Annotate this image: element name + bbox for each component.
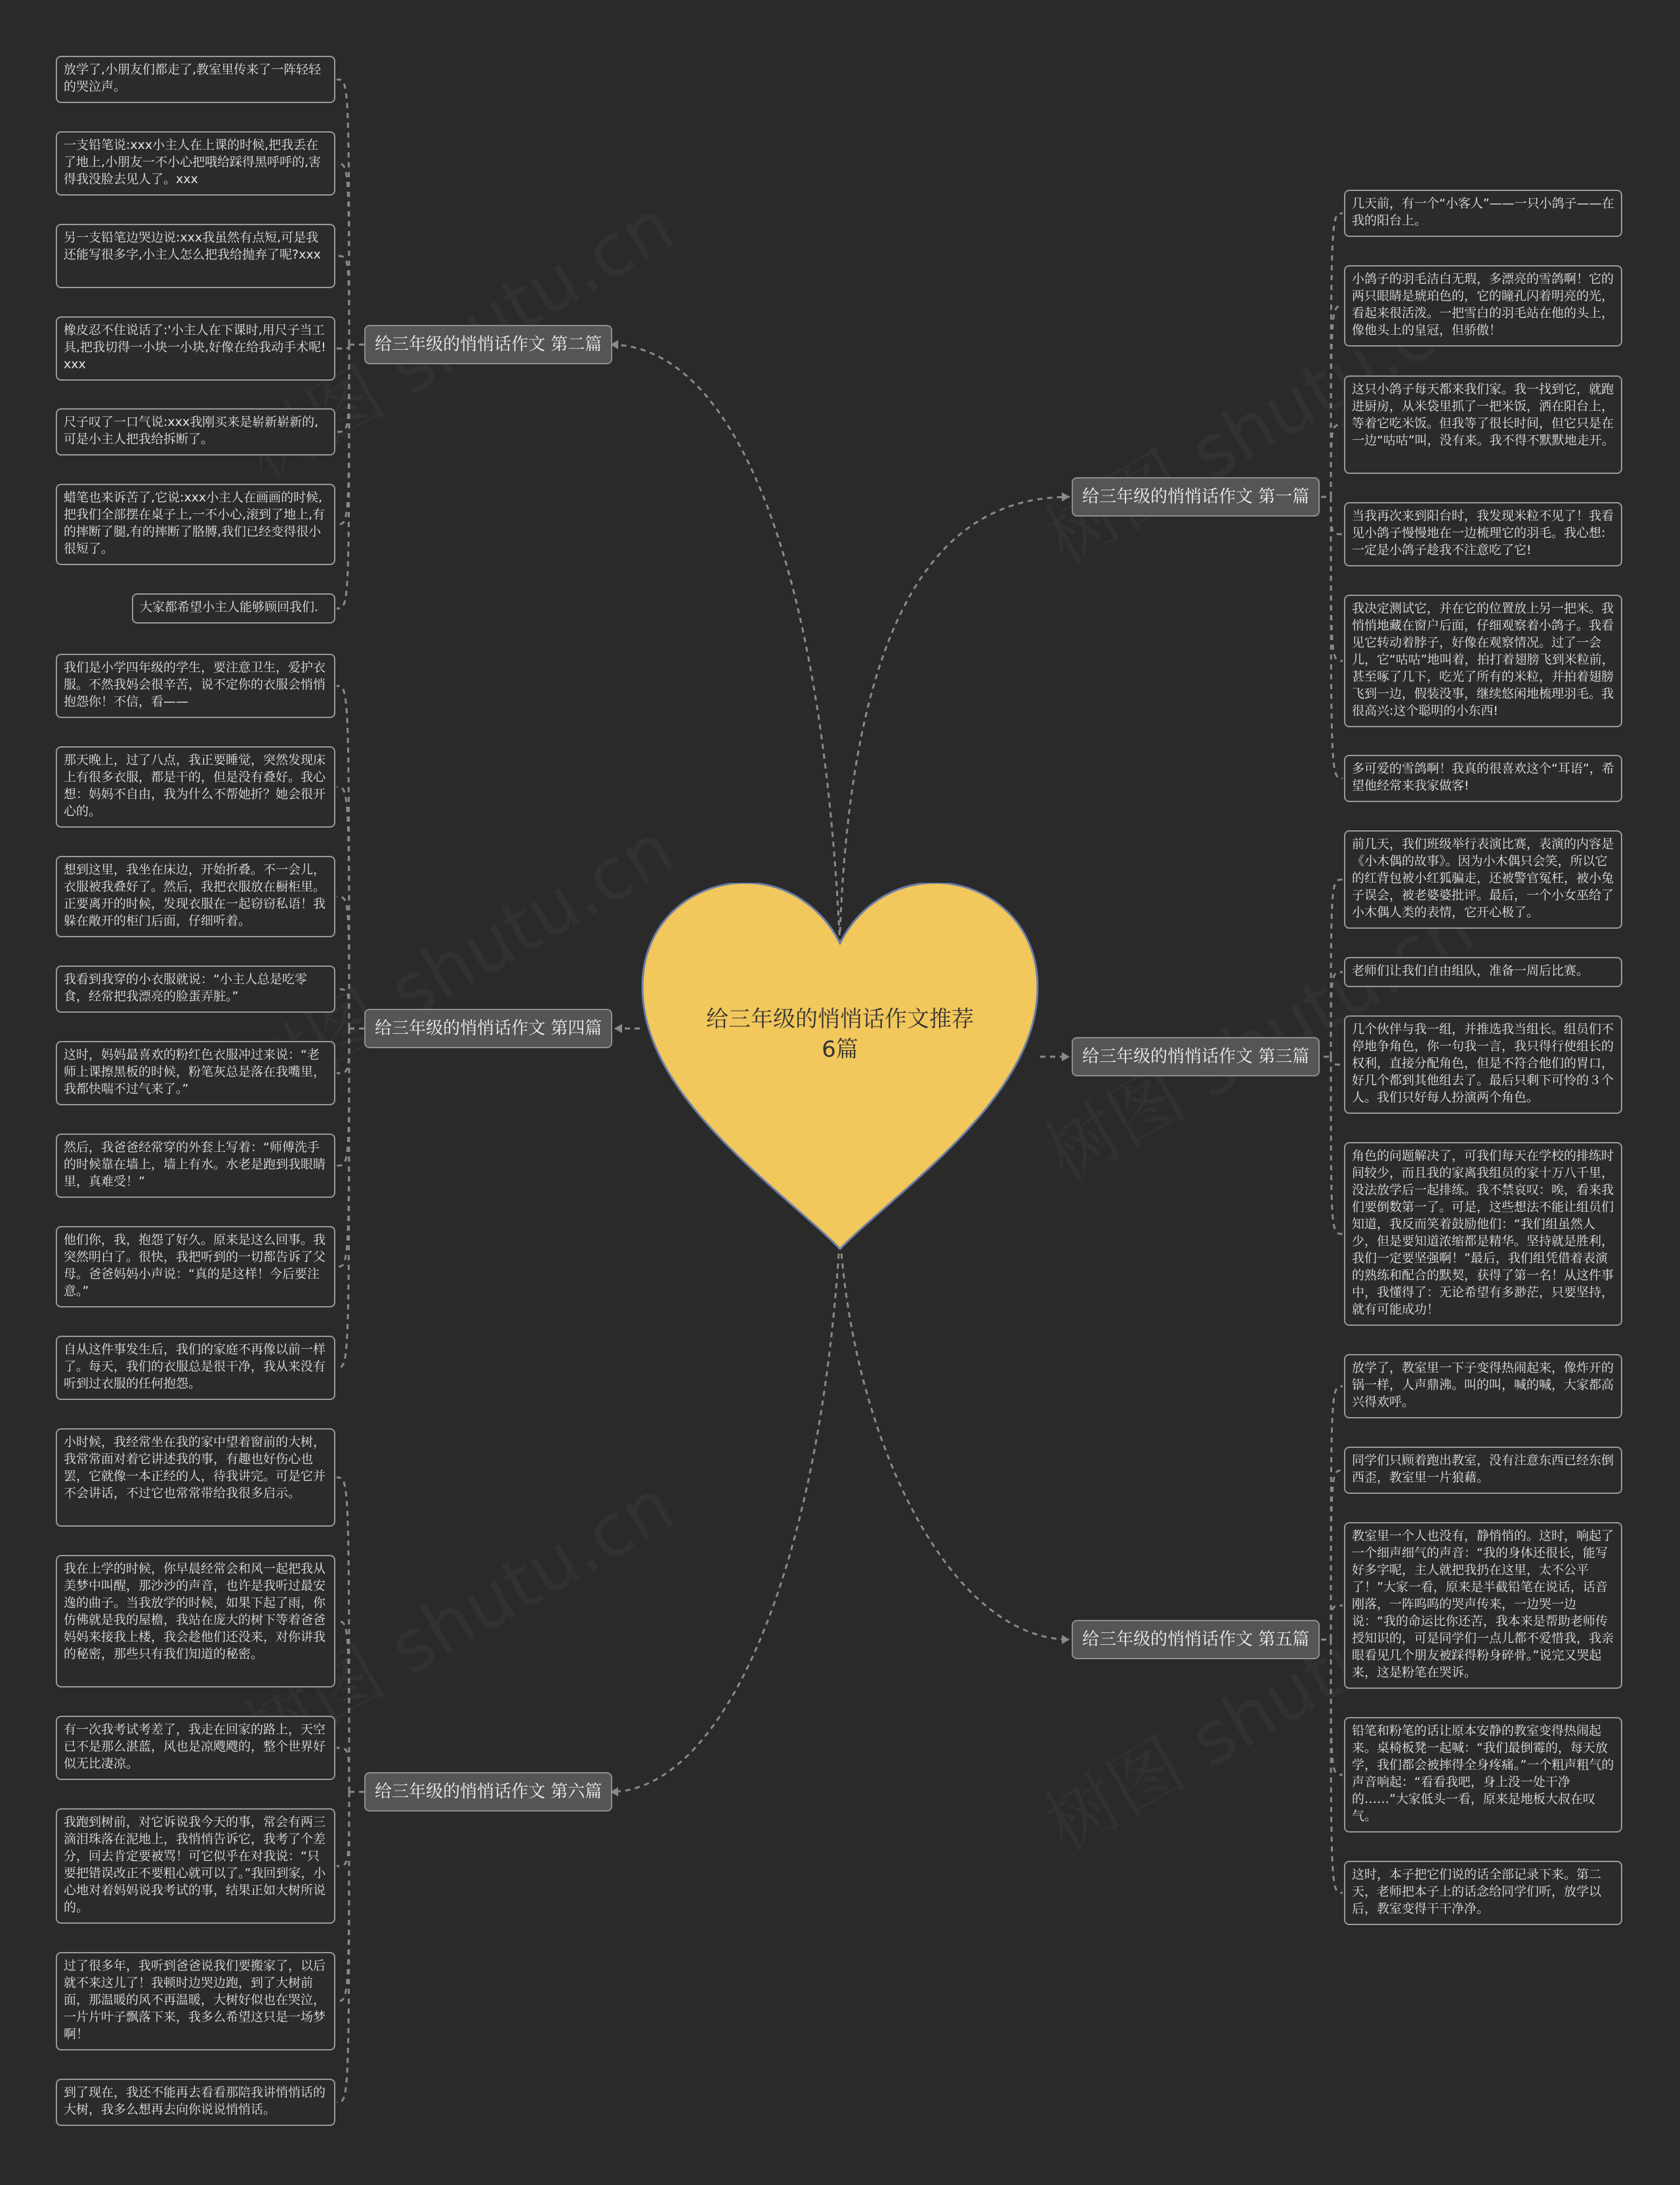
connector-line: [337, 345, 349, 349]
leaf-node[interactable]: 蜡笔也来诉苦了,它说:xxx小主人在画画的时候,把我们全部摆在桌子上,一不小心,滚到了地上,有的摔断了腿,有的摔断了胳膊,我们已经变得很小很短了。: [56, 484, 335, 565]
leaf-node[interactable]: 放学了，教室里一下子变得热闹起来，像炸开的锅一样，人声鼎沸。叫的叫，喊的喊，大家都高兴得欢呼。: [1344, 1354, 1622, 1418]
leaf-node[interactable]: 我跑到树前，对它诉说我今天的事，常会有两三滴泪珠落在泥地上，我悄悄告诉它，我考了个差分，回去肯定要被骂！可它似乎在对我说：“只要把错误改正不要粗心就可以了。”我回到家，小心地对着妈妈说我考试的事，结果正如大树所说的。: [56, 1808, 335, 1924]
branch-node-5[interactable]: 给三年级的悄悄话作文 第五篇: [1072, 1620, 1320, 1659]
branch-node-2[interactable]: 给三年级的悄悄话作文 第二篇: [364, 325, 612, 364]
connector-line: [610, 1234, 840, 1792]
connector-line: [1331, 1057, 1343, 1234]
connector-line: [1331, 1640, 1343, 1893]
connector-line: [337, 1477, 349, 1792]
connector-line: [337, 1792, 349, 2001]
leaf-node[interactable]: 我决定测试它，并在它的位置放上另一把米。我悄悄地藏在窗户后面，仔细观察着小鸽子。我看见它转动着脖子，好像在观察情况。过了一会儿，它“咕咕”地叫着，拍打着翅膀飞到米粒前，甚至啄了几下，吃光了所有的米粒，并拍着翅膀飞到一边，假装没事，继续悠闲地梳理羽毛。我很高兴:这个聪明的小东西!: [1344, 595, 1622, 727]
connector-line: [337, 989, 349, 1029]
branch-node-6[interactable]: 给三年级的悄悄话作文 第六篇: [364, 1772, 612, 1812]
connector-line: [840, 1234, 1070, 1640]
connector-line: [337, 686, 349, 1029]
leaf-node[interactable]: 有一次我考试考差了，我走在回家的路上，天空已不是那么湛蓝，风也是凉飕飕的，整个世界好似无比凄凉。: [56, 1716, 335, 1780]
leaf-node[interactable]: 角色的问题解决了，可我们每天在学校的排练时间较少，而且我的家离我组员的家十万八千里，没法放学后一起排练。我不禁哀叹：唉，看来我们要倒数第一了。可是，这些想法不能让组员们知道，我反而笑着鼓励他们：“我们组虽然人少，但是要知道浓缩都是精华。坚持就是胜利，我们一定要坚强啊！”最后，我们组凭借着表演的熟练和配合的默契，获得了第一名！从这件事中，我懂得了：无论希望有多渺茫，只要坚持，就有可能成功！: [1344, 1142, 1622, 1326]
connector-arrow: [1062, 492, 1070, 501]
leaf-node[interactable]: 我在上学的时候，你早晨经常会和风一起把我从美梦中叫醒，那沙沙的声音，也许是我听过最安逸的曲子。当我放学的时候，如果下起了雨，你仿佛就是我的屋檐，我站在庞大的树下等着爸爸妈妈来接我上楼，我会趁他们还没来，对你讲我的秘密，那些只有我们知道的秘密。: [56, 1555, 335, 1687]
leaf-node[interactable]: 当我再次来到阳台时，我发现米粒不见了！我看见小鸽子慢慢地在一边梳理它的羽毛。我心想:一定是小鸽子趁我不注意吃了它!: [1344, 502, 1622, 566]
leaf-node[interactable]: 几天前，有一个“小客人”——一只小鸽子——在我的阳台上。: [1344, 190, 1622, 237]
leaf-node[interactable]: 这时，妈妈最喜欢的粉红色衣服冲过来说：“老师上课擦黑板的时候，粉笔灰总是落在我嘴里，我都快喘不过气来了。”: [56, 1041, 335, 1105]
leaf-node[interactable]: 多可爱的雪鸽啊！我真的很喜欢这个“耳语”，希望他经常来我家做客!: [1344, 755, 1622, 802]
leaf-node[interactable]: 一支铅笔说:xxx小主人在上课的时候,把我丢在了地上,小朋友一不小心把哦给踩得黑呼呼的,害得我没脸去见人了。xxx: [56, 131, 335, 196]
leaf-node[interactable]: 另一支铅笔边哭边说:xxx我虽然有点短,可是我还能写很多字,小主人怎么把我给抛弃了呢?xxx: [56, 224, 335, 288]
connector-line: [337, 256, 349, 345]
leaf-node[interactable]: 铅笔和粉笔的话让原本安静的教室变得热闹起来。桌椅板凳一起喊：“我们最倒霉的，每天放学，我们都会被摔得全身疼痛。”一个粗声粗气的声音响起：“看看我吧，身上没一处干净的……”大家低头一看，原来是地板大叔在叹气。: [1344, 1717, 1622, 1833]
connector-line: [337, 1792, 349, 2102]
connector-line: [1331, 1057, 1343, 1065]
leaf-node[interactable]: 前几天，我们班级举行表演比赛，表演的内容是《小木偶的故事》。因为小木偶只会笑，所以它的红背包被小红狐骗走，还被警官冤枉，被小兔子误会，被老婆婆批评。最后，一个小女巫给了小木偶人类的表情，它开心极了。: [1344, 830, 1622, 929]
leaf-node[interactable]: 我看到我穿的小衣服就说：“小主人总是吃零食，经常把我漂亮的脸蛋弄脏。”: [56, 965, 335, 1013]
connector-line: [1331, 497, 1343, 661]
leaf-node[interactable]: 自从这件事发生后，我们的家庭不再像以前一样了。每天，我们的衣服总是很干净，我从来没有听到过衣服的任何抱怨。: [56, 1336, 335, 1400]
connector-line: [337, 1621, 349, 1792]
leaf-node[interactable]: 过了很多年，我听到爸爸说我们要搬家了，以后就不来这儿了！我顿时边哭边跑，到了大树前面，那温暖的风不再温暖，大树好似也在哭泣，一片片叶子飘落下来，我多么希望这只是一场梦啊！: [56, 1952, 335, 2050]
leaf-node[interactable]: 几个伙伴与我一组，并推选我当组长。组员们不停地争角色，你一句我一言，我只得行使组长的权利，直接分配角色，但是不符合他们的胃口，好几个都到其他组去了。最后只剩下可怜的３个人。我们只好每人扮演两个角色。: [1344, 1015, 1622, 1114]
connector-line: [1331, 880, 1343, 1057]
branch-node-4[interactable]: 给三年级的悄悄话作文 第四篇: [364, 1009, 612, 1048]
leaf-node[interactable]: 这只小鸽子每天都来我们家。我一找到它，就跑进厨房，从米袋里抓了一把米饭，洒在阳台上，等着它吃米饭。但我等了很长时间，但它只是在一边“咕咕”叫，没有来。我不得不默默地走开。: [1344, 375, 1622, 474]
connector-line: [1331, 1386, 1343, 1640]
leaf-node[interactable]: 然后，我爸爸经常穿的外套上写着：“师傅洗手的时候靠在墙上，墙上有水。水老是跑到我眼睛里，真难受！”: [56, 1134, 335, 1198]
connector-line: [1331, 497, 1343, 534]
leaf-node[interactable]: 尺子叹了一口气说:xxx我刚买来是崭新崭新的,可是小主人把我给拆断了。: [56, 408, 335, 456]
connector-line: [337, 1029, 349, 1368]
leaf-node[interactable]: 想到这里，我坐在床边，开始折叠。不一会儿，衣服被我叠好了。然后，我把衣服放在橱柜里。正要离开的时候，发现衣服在一起窃窃私语！我躲在敞开的柜门后面，仔细听着。: [56, 856, 335, 937]
leaf-node[interactable]: 橡皮忍不住说话了:'小主人在下课时,用尺子当工具,把我切得一小块一小块,好像在给我动手术呢!xxx: [56, 316, 335, 381]
leaf-node[interactable]: 到了现在，我还不能再去看看那陪我讲悄悄话的大树，我多么想再去向你说说悄悄话。: [56, 2079, 335, 2126]
connector-line: [337, 1792, 349, 1866]
connector-line: [337, 345, 349, 432]
branch-node-1[interactable]: 给三年级的悄悄话作文 第一篇: [1072, 477, 1320, 517]
connector-line: [610, 345, 840, 945]
connector-line: [337, 345, 349, 524]
connector-line: [1331, 1470, 1343, 1640]
leaf-node[interactable]: 教室里一个人也没有，静悄悄的。这时，响起了一个细声细气的声音：“我的身体还很长，能写好多字呢，主人就把我扔在这里，太不公平了！”大家一看，原来是半截铅笔在说话，话音刚落，一阵呜呜的哭声传来，一边哭一边说：“我的命运比你还苦，我本来是帮助老师传授知识的，可是同学们一点儿都不爱惜我，我亲眼看见几个朋友被踩得粉身碎骨。”说完又哭起来，这是粉笔在哭诉。: [1344, 1522, 1622, 1689]
leaf-node[interactable]: 大家都希望小主人能够顾回我们.: [132, 593, 335, 624]
center-topic-title[interactable]: 给三年级的悄悄话作文推荐6篇: [706, 1006, 974, 1063]
leaf-node[interactable]: 那天晚上，过了八点，我正要睡觉，突然发现床上有很多衣服，都是干的，但是没有叠好。我心想：妈妈不自由，我为什么不帮她折？她会很开心的。: [56, 746, 335, 828]
leaf-node[interactable]: 小时候，我经常坐在我的家中望着窗前的大树，我常常面对着它讲述我的事，有趣也好伤心也罢，它就像一本正经的人，待我讲完。可是它并不会讲话，不过它也常常带给我很多启示。: [56, 1428, 335, 1527]
connector-line: [1331, 1640, 1343, 1775]
connector-line: [337, 1029, 349, 1073]
connector-line: [337, 1748, 349, 1792]
connector-line: [337, 345, 349, 608]
center-heart[interactable]: [640, 883, 1040, 1250]
connector-line: [1331, 213, 1343, 497]
connector-arrow: [1062, 1052, 1070, 1061]
leaf-node[interactable]: 他们你，我，抱怨了好久。原来是这么回事。我突然明白了。很快，我把听到的一切都告诉了父母。爸爸妈妈小声说：“真的是这样！今后要注意。”: [56, 1226, 335, 1307]
connector-line: [337, 163, 349, 345]
connector-line: [337, 1029, 349, 1166]
connector-arrow: [1062, 1635, 1070, 1644]
leaf-node[interactable]: 我们是小学四年级的学生，要注意卫生，爱护衣服。不然我妈会很辛苦，说不定你的衣服会悄悄抱怨你！不信，看——: [56, 654, 335, 718]
connector-line: [337, 897, 349, 1029]
connector-line: [1331, 425, 1343, 497]
connector-line: [840, 497, 1070, 932]
leaf-node[interactable]: 老师们让我们自由组队，准备一周后比赛。: [1344, 957, 1622, 987]
connector-line: [1331, 306, 1343, 497]
connector-arrow: [614, 1024, 622, 1033]
connector-line: [1331, 972, 1343, 1057]
leaf-node[interactable]: 同学们只顾着跑出教室，没有注意东西已经东倒西歪，教室里一片狼藉。: [1344, 1447, 1622, 1494]
connector-line: [1331, 1605, 1343, 1640]
leaf-node[interactable]: 小鸽子的羽毛洁白无瑕，多漂亮的雪鸽啊！它的两只眼睛是琥珀色的，它的瞳孔闪着明亮的光，看起来很活泼。一把雪白的羽毛站在他的头上，像他头上的皇冠，但骄傲！: [1344, 265, 1622, 347]
connector-line: [337, 79, 349, 345]
leaf-node[interactable]: 这时，本子把它们说的话全部记录下来。第二天，老师把本子上的话念给同学们听，放学以后，教室变得干干净净。: [1344, 1861, 1622, 1925]
leaf-node[interactable]: 放学了,小朋友们都走了,教室里传来了一阵轻轻的哭泣声。: [56, 56, 335, 103]
branch-node-3[interactable]: 给三年级的悄悄话作文 第三篇: [1072, 1037, 1320, 1076]
